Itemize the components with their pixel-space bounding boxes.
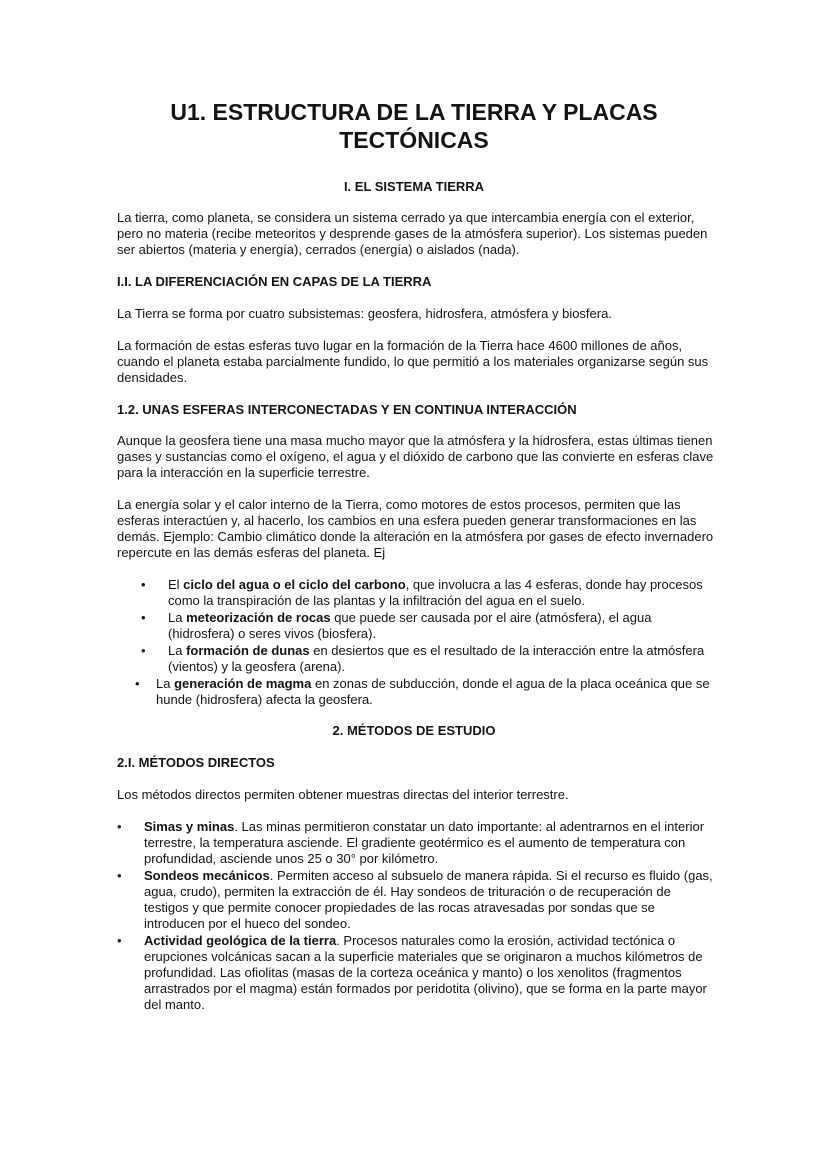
page-title: U1. ESTRUCTURA DE LA TIERRA Y PLACAS TECTÓNICAS: [170, 99, 658, 153]
paragraph-energia-solar: La energía solar y el calor interno de la Tierra, como motores de estos procesos, permiten que las esferas interactúen y, al hacerlo, los cambios en una esfera pueden generar transformaciones en las demás. Ejemplo: Cambio climático donde la alteración en la atmósfera por gases de efecto invernadero repercute en las demás esferas del planeta. Ej: [117, 497, 714, 560]
list-item: [141, 610, 713, 642]
list-item: [141, 643, 713, 675]
bullet-text-post: que puede ser causada por el aire (atmósfera), el agua (hidrosfera) o seres vivos (biosfera).: [168, 610, 652, 641]
bullet-text-post: en zonas de subducción, donde el agua de la placa oceánica que se hunde (hidrosfera) afecta la geosfera.: [156, 676, 710, 707]
paragraph-metodos-directos: Los métodos directos permiten obtener muestras directas del interior terrestre.: [117, 787, 569, 802]
bullet-text-post: . Las minas permitieron constatar un dato importante: al adentrarnos en el interior terrestre, la temperatura asciende. El gradiente geotérmico es el aumento de temperatura con profundidad, asciende unos 25 o 30° por kilómetro.: [144, 819, 705, 866]
bullet-text-post: . Procesos naturales como la erosión, actividad tectónica o erupciones volcánicas sacan a la superficie materiales que se originaron a muchos kilómetros de profundidad. Las ofiolitas (masas de la corteza oceánica y manto) o los xenolitos (fragmentos arrastrados por el magma) están formados por peridotita (olivino), que se forma en la parte mayor del manto.: [144, 933, 707, 1012]
bullet-icon: •: [141, 643, 146, 658]
section-heading-diferenciacion-capas: I.I. LA DIFERENCIACIÓN EN CAPAS DE LA TIERRA: [117, 274, 432, 289]
direct-methods-list: [117, 819, 713, 1014]
section-heading-metodos-directos: 2.I. MÉTODOS DIRECTOS: [117, 755, 275, 770]
bullet-text-post: . Permiten acceso al subsuelo de manera rápida. Si el recurso es fluido (gas, agua, crudo), permiten la extracción de él. Hay sondeos de trituración o de recuperación de testigos y que permite conocer propiedades de las rocas atravesadas por sondas que se introducen por el hueco del sondeo.: [144, 868, 713, 931]
bullet-icon: •: [117, 819, 122, 834]
paragraph-geosfera-masa: Aunque la geosfera tiene una masa mucho mayor que la atmósfera y la hidrosfera, estas últimas tienen gases y sustancias como el oxígeno, el agua y el dióxido de carbono que las convierte en esferas clave para la interacción en la superficie terrestre.: [117, 433, 714, 480]
bullet-icon: •: [135, 676, 140, 691]
paragraph-subsistemas: La Tierra se forma por cuatro subsistemas: geosfera, hidrosfera, atmósfera y biosfera.: [117, 306, 612, 321]
bullet-icon: •: [117, 933, 122, 948]
section-heading-sistema-tierra: I. EL SISTEMA TIERRA: [343, 179, 485, 194]
list-item: [117, 933, 713, 1013]
bullet-icon: •: [141, 577, 146, 592]
bullet-icon: •: [141, 610, 146, 625]
bullet-text-bold: meteorización de rocas: [186, 610, 331, 625]
bullet-text-bold: Simas y minas: [144, 819, 235, 834]
list-item: [117, 819, 713, 867]
list-item: [141, 577, 713, 609]
paragraph-sistema-tierra: La tierra, como planeta, se considera un sistema cerrado ya que intercambia energía con el exterior, pero no materia (recibe meteoritos y desprende gases de la atmósfera superior). Los sistemas pueden ser abiertos (materia y energía), cerrados (energía) o aislados (nada).: [117, 210, 708, 257]
bullet-text-pre: El: [168, 577, 184, 592]
bullet-text-post: , que involucra a las 4 esferas, donde hay procesos como la transpiración de las plantas y la infiltración del agua en el suelo.: [168, 577, 703, 608]
paragraph-formacion-esferas: La formación de estas esferas tuvo lugar en la formación de la Tierra hace 4600 millones de años, cuando el planeta estaba parcialmente fundido, lo que permitió a los materiales organizarse según sus densidades.: [117, 338, 709, 385]
list-item: [135, 676, 713, 708]
bullet-text-pre: La: [156, 676, 175, 691]
bullet-text-bold: Sondeos mecánicos: [144, 868, 270, 883]
bullet-icon: •: [117, 868, 122, 883]
section-heading-esferas-interconectadas: 1.2. UNAS ESFERAS INTERCONECTADAS Y EN CONTINUA INTERACCIÓN: [117, 402, 577, 417]
list-item: [117, 868, 713, 932]
bullet-text-bold: generación de magma: [174, 676, 312, 691]
bullet-text-bold: formación de dunas: [186, 643, 310, 658]
bullet-text-bold: Actividad geológica de la tierra: [144, 933, 337, 948]
bullet-text-bold: ciclo del agua o el ciclo del carbono: [183, 577, 406, 592]
section-heading-metodos-estudio: 2. MÉTODOS DE ESTUDIO: [332, 723, 496, 738]
interaction-examples-list: [135, 577, 713, 709]
bullet-text-pre: La: [168, 643, 187, 658]
bullet-text-pre: La: [168, 610, 187, 625]
bullet-text-post: en desiertos que es el resultado de la interacción entre la atmósfera (vientos) y la geosfera (arena).: [168, 643, 705, 674]
